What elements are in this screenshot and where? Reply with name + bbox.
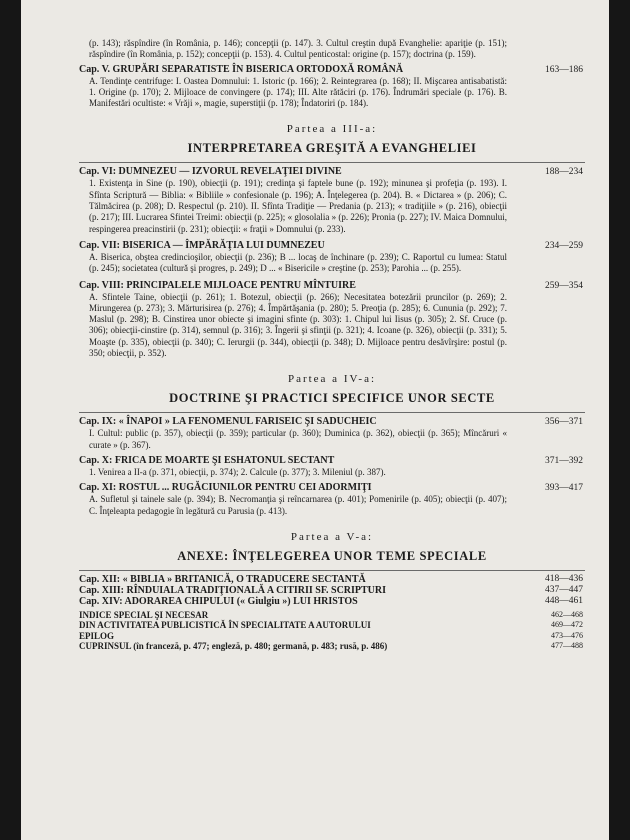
toc-entry-cap-14	[79, 596, 585, 607]
toc-entry-epilog	[79, 631, 585, 642]
part-label-5: Partea a V-a:	[290, 530, 374, 543]
chapter-contents: 1. Existenţa in Sine (p. 190), obiecţii (p. 191); credinţa şi faptele bune (p. 192); minunea şi profeţia (p. 193). I. Sfînta Scriptură — Biblia: « Bibliile » confesionale (p. 196); A. Înţelegerea (p. 204). B. « Dictarea » (p. 206); C. Tălmăcirea (p. 208); D. Respectul (p. 210). II. Sfînta Tradiţie — Predania (p. 213); « tradiţiile » (p. 216), obiecţii (p. 217); III. Lucrarea Sfintei Treimi: obiecţii (p. 225); « glosolalia » (p. 226); Pronia (p. 227); IV. Maica Domnului, respingerea preacinstirii (p. 231); obiecţii: « fraţii » Domnului (p. 233).	[89, 178, 507, 234]
toc-entry-cap-10	[79, 455, 585, 478]
chapter-contents: I. Cultul: public (p. 357), obiecţii (p. 359); particular (p. 360); Duminica (p. 362), obiecţii (p. 365); Mîncăruri « curate » (p. 367).	[89, 428, 507, 450]
chapter-contents: 1. Venirea a II-a (p. 371, obiecţii, p. 374); 2. Calcule (p. 377); 3. Mileniul (p. 387).	[89, 466, 386, 477]
page-range: 371—392	[545, 455, 583, 466]
section-title: CUPRINSUL (în franceză, p. 477; engleză, p. 480; germană, p. 483; rusă, p. 486)	[79, 641, 388, 652]
page-range: 234—259	[545, 240, 583, 251]
toc-entry-cap-13	[79, 585, 585, 596]
part-label-4: Partea a IV-a:	[287, 373, 377, 386]
part-title-3: INTERPRETAREA GREŞITĂ A EVANGHELIEI	[187, 141, 477, 156]
toc-entry-contents	[79, 641, 585, 652]
chapter-title: Cap. XII: « BIBLIA » BRITANICĂ, O TRADUCERE SECTANTĂ	[79, 573, 366, 585]
page-range: 448—461	[545, 595, 583, 606]
chapter-title: Cap. XIV: ADORAREA CHIPULUI (« Giulgiu ») LUI HRISTOS	[79, 595, 358, 607]
chapter-title: Cap. IX: « ÎNAPOI » LA FENOMENUL FARISEIC ŞI SADUCHEIC	[79, 416, 377, 428]
document-page	[21, 0, 609, 840]
page-range: 259—354	[545, 280, 583, 291]
page-range: 163—186	[545, 64, 583, 75]
page-range: 469—472	[551, 620, 583, 630]
part-label-3: Partea a III-a:	[286, 123, 378, 136]
toc-entry-cap-7	[79, 240, 585, 275]
toc-entry-cap-11	[79, 482, 585, 517]
chapter-contents: A. Tendinţe centrifuge: I. Oastea Domnului: 1. Istoric (p. 166); 2. Reintegrarea (p. 168); II. Mişcarea antisabatistă: 1. Origine (p. 170); 2. Mijloace de convingere (p. 174); III. Alte rătăciri (p. 176). Îndrumări speciale (p. 176). B. Manifestări ocultiste: « Vrăji », magie, superstiţii (p. 178); Îndatoriri (p. 184).	[89, 75, 507, 109]
page-range: 356—371	[545, 417, 583, 428]
part-title-4: DOCTRINE ŞI PRACTICI SPECIFICE UNOR SECTE	[169, 391, 495, 406]
divider	[79, 412, 585, 413]
divider	[79, 162, 585, 163]
chapter-contents: A. Biserica, obştea credincioşilor, obiecţii (p. 236); B ... locaş de închinare (p. 239); C. Raportul cu lumea: Statul (p. 245); societatea (culturǎ şi progres, p. 249); D ... « Bisericile » creştine (p. 253); Parohia ... (p. 255).	[89, 251, 507, 274]
chapter-title: Cap. X: FRICA DE MOARTE ŞI ESHATONUL SECTANT	[79, 454, 335, 466]
section-title: INDICE SPECIAL ŞI NECESAR	[79, 609, 209, 620]
page-range: 477—488	[551, 641, 583, 651]
section-title: DIN ACTIVITATEA PUBLICISTICĂ ÎN SPECIALITATE A AUTORULUI	[79, 620, 371, 631]
page-range: 462—468	[551, 609, 583, 619]
chapter-title: Cap. VII: BISERICA — ÎMPĂRĂŢIA LUI DUMNEZEU	[79, 239, 325, 251]
section-title: EPILOG	[79, 630, 115, 641]
toc-entry-cap-9	[79, 416, 585, 451]
chapter-title: Cap. V. GRUPĂRI SEPARATISTE ÎN BISERICA ORTODOXĂ ROMÂNĂ	[79, 63, 404, 75]
toc-entry-cap-12	[79, 574, 585, 585]
toc-entry-cap-5	[79, 64, 585, 110]
chapter-title: Cap. VIII: PRINCIPALELE MIJLOACE PENTRU MÎNTUIRE	[79, 279, 356, 291]
part-title-5: ANEXE: ÎNŢELEGEREA UNOR TEME SPECIALE	[177, 548, 487, 563]
toc-entry-cap-6	[79, 166, 585, 234]
page-range: 473—476	[551, 630, 583, 640]
toc-entry-publications	[79, 620, 585, 631]
divider	[79, 570, 585, 571]
chapter-contents: A. Sfintele Taine, obiecţii (p. 261); 1. Botezul, obiecţii (p. 266); Necesitatea botezării pruncilor (p. 269); 2. Mirungerea (p. 273); 3. Mărturisirea (p. 276); 4. Împărtăşania (p. 280); 5. Preoţia (p. 285); 6. Cununia (p. 292); 7. Maslul (p. 298); B. Cinstirea unor obiecte şi imagini sfinte (p. 303): 1. Chipul lui Iisus (p. 305); 2. Sf. Cruce (p. 306); obiecţii-cinstire (p. 314), semnul (p. 316); 3. Îngerii şi sfinţii (p. 321); 4. Icoane (p. 326), obiecţii (p. 331); 5. Moaşte (p. 335), obiecţii (p. 340); C. Ierurgii (p. 344), obiecţii (p. 348); D. Mijloace pentru desăvîrşire: postul (p. 350; obiecţii, p. 352).	[89, 291, 507, 359]
chapter-title: Cap. VI: DUMNEZEU — IZVORUL REVELAŢIEI DIVINE	[79, 166, 342, 178]
chapter-title: Cap. XIII: RÎNDUIALA TRADIŢIONALĂ A CITIRII SF. SCRIPTURI	[79, 584, 387, 596]
toc-entry-index	[79, 610, 585, 621]
page-range: 437—447	[545, 584, 583, 595]
toc-entry-cap-8	[79, 280, 585, 360]
page-range: 393—417	[545, 483, 583, 494]
chapter-contents: A. Sufletul şi tainele sale (p. 394); B. Necromanţia şi reîncarnarea (p. 401); Pomenirile (p. 405); obiecţii (p. 407); C. Înţeleapta pedagogie în legătură cu Parusia (p. 413).	[89, 494, 507, 516]
chapter-title: Cap. XI: ROSTUL ... RUGĂCIUNILOR PENTRU CEI ADORMIŢI	[79, 482, 372, 494]
page-range: 418—436	[545, 573, 583, 584]
page-range: 188—234	[545, 167, 583, 178]
toc-fragment-top: (p. 143); răspîndire (în România, p. 146); concepţii (p. 147). 3. Cultul creştin după Evanghelie: apariţie (p. 151); răspîndire (în România, p. 152); concepţii (p. 153). 4. Cultul penticostal: origine (p. 157); doctrina (p. 159).	[89, 38, 507, 60]
